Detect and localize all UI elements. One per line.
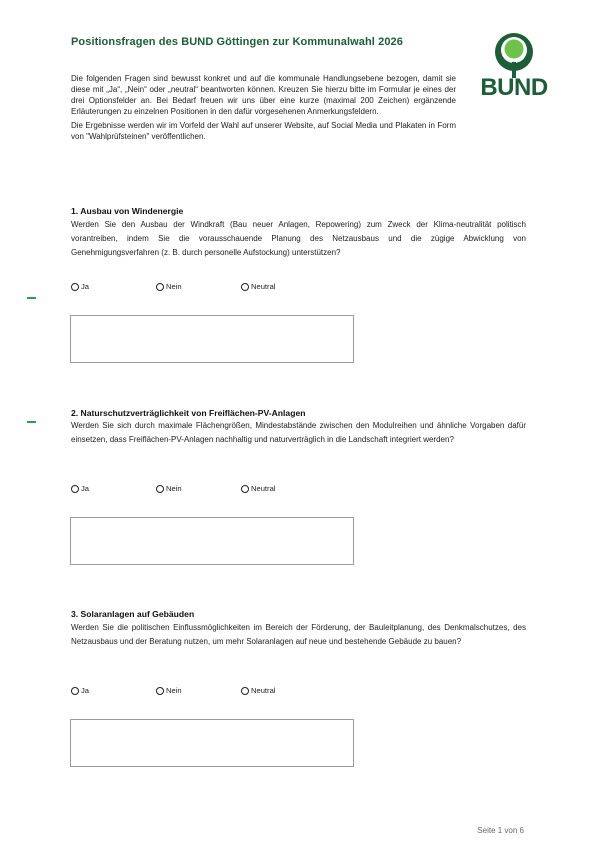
q3-option-yes[interactable]: Ja [71, 686, 89, 695]
intro-paragraph-2: Die Ergebnisse werden wir im Vorfeld der Wahl auf unserer Website, auf Social Media und Plakaten in Form von "Wahlprüfsteinen" veröffentlichen. [71, 121, 456, 141]
question-1-text: Werden Sie den Ausbau der Windkraft (Bau neuer Anlagen, Repowering) zum Zweck der Klima-neutralität politisch vorantreiben, indem Sie die vorausschauende Planung des Netzausbaus und die zügige Abwicklung von Genehmigungsverfahren (z. B. durch personelle Aufstockung) unterstützen? [71, 220, 526, 257]
radio-icon[interactable] [241, 283, 249, 291]
radio-icon[interactable] [156, 687, 164, 695]
radio-icon[interactable] [71, 687, 79, 695]
q3-option-neutral[interactable]: Neutral [241, 686, 275, 695]
radio-icon[interactable] [241, 687, 249, 695]
q2-comment-field[interactable] [70, 517, 354, 565]
question-2-title: 2. Naturschutzverträglichkeit von Freiflächen-PV-Anlagen [71, 408, 306, 418]
question-2-text: Werden Sie sich durch maximale Flächengrößen, Mindestabstände zwischen den Modulreihen und ähnliche Vorgaben dafür einsetzen, dass Freiflächen-PV-Anlagen nachhaltig und naturverträglich in die Landschaft integriert werden? [71, 421, 526, 444]
radio-icon[interactable] [241, 485, 249, 493]
q2-option-neutral[interactable]: Neutral [241, 484, 275, 493]
question-3-title: 3. Solaranlagen auf Gebäuden [71, 609, 195, 619]
radio-icon[interactable] [156, 485, 164, 493]
page-number: Seite 1 von 6 [477, 826, 524, 835]
bund-logo [472, 29, 556, 101]
logo-text: BUND [480, 74, 548, 101]
q3-comment-field[interactable] [70, 719, 354, 767]
q2-option-no[interactable]: Nein [156, 484, 182, 493]
q1-option-yes[interactable]: Ja [71, 282, 89, 291]
question-1-title: 1. Ausbau von Windenergie [71, 206, 184, 216]
q2-option-yes[interactable]: Ja [71, 484, 89, 493]
q1-option-no[interactable]: Nein [156, 282, 182, 291]
q3-option-no[interactable]: Nein [156, 686, 182, 695]
intro-paragraph-1: Die folgenden Fragen sind bewusst konkret und auf die kommunale Handlungsebene bezogen, damit sie diese mit „Ja“, „Nein“ oder „neutral“ beantworten können. Kreuzen Sie hierzu bitte im Formular je eines der drei Optionsfelder an. Bei Bedarf freuen wir uns über eine kurze (maximal 200 Zeichen) ergänzende Erläuterungen zu einzelnen Positionen in den dafür vorgesehenen Anmerkungsfeldern. [71, 74, 456, 116]
intro-text [71, 73, 456, 142]
q1-comment-field[interactable] [70, 315, 354, 363]
radio-icon[interactable] [71, 283, 79, 291]
radio-icon[interactable] [156, 283, 164, 291]
q1-option-neutral[interactable]: Neutral [241, 282, 275, 291]
margin-dash [27, 297, 36, 299]
margin-dash [27, 421, 36, 423]
page-title: Positionsfragen des BUND Göttingen zur Kommunalwahl 2026 [71, 36, 403, 48]
radio-icon[interactable] [71, 485, 79, 493]
question-3-text: Werden Sie die politischen Einflussmöglichkeiten im Bereich der Förderung, der Bauleitplanung, des Denkmalschutzes, des Netzausbaus und der Beratung nutzen, um mehr Solaranlagen auf neue und bestehende Gebäude zu bauen? [71, 623, 526, 646]
